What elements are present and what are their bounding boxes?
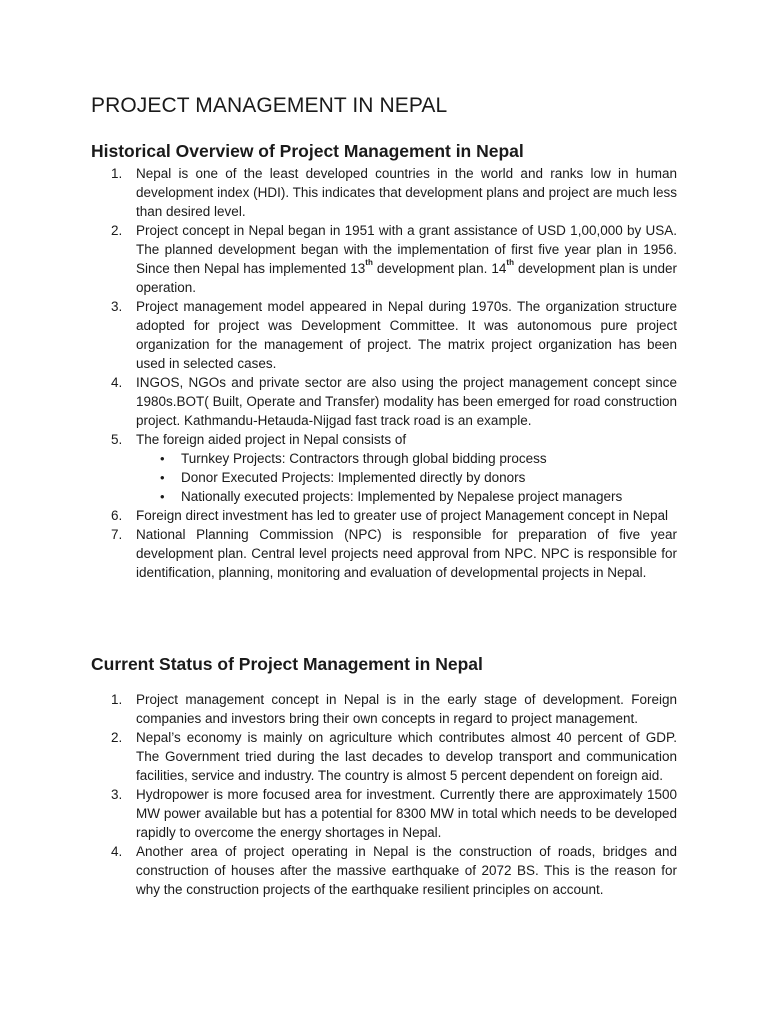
list-number: 1. [111, 166, 123, 181]
list-number: 3. [111, 787, 123, 802]
list-number: 4. [111, 375, 123, 390]
list-item [91, 785, 677, 842]
list-number: 2. [111, 730, 123, 745]
list-item [91, 430, 677, 506]
list-number: 2. [111, 223, 123, 238]
bullet-item [136, 487, 677, 506]
list-number: 1. [111, 692, 123, 707]
document-title: PROJECT MANAGEMENT IN NEPAL [91, 94, 448, 117]
list-item [91, 506, 677, 525]
list-item-text: Project management concept in Nepal is in the early stage of development. Foreign companies and investors bring their own concepts in regard to project management. [136, 692, 677, 726]
bullet-text: Donor Executed Projects: Implemented directly by donors [181, 470, 526, 485]
list-item-text: Nepal’s economy is mainly on agriculture which contributes almost 40 percent of GDP. The Government tried during the last decades to develop transport and communication facilities, service and industry. The country is almost 5 percent dependent on foreign aid. [136, 730, 677, 783]
list-item-text-part: development plan. 14 [372, 261, 507, 276]
bullet-item [136, 468, 677, 487]
list-item-text: The foreign aided project in Nepal consists of [136, 432, 407, 447]
list-item-text: Another area of project operating in Nepal is the construction of roads, bridges and construction of houses after the massive earthquake of 2072 BS. This is the reason for why the construction projects of the earthquake resilient principles on account. [136, 844, 677, 897]
list-item-text: National Planning Commission (NPC) is responsible for preparation of five year development plan. Central level projects need approval from NPC. NPC is responsible for identification, planning, monitoring and evaluation of developmental projects in Nepal. [136, 527, 677, 580]
list-item-text-part: development plan is under operation. [136, 261, 677, 295]
section-heading-historical: Historical Overview of Project Management in Nepal [91, 141, 524, 161]
list-item [91, 842, 677, 899]
superscript: th [365, 258, 373, 267]
list-item [91, 690, 677, 728]
bullet-icon: • [160, 489, 165, 504]
list-item-text: Hydropower is more focused area for investment. Currently there are approximately 1500 MW power available but has a potential for 8300 MW in total which needs to be developed rapidly to overcome the energy shortages in Nepal. [136, 787, 677, 840]
list-number: 7. [111, 527, 123, 542]
list-item-text: Project management model appeared in Nepal during 1970s. The organization structure adopted for project was Development Committee. It was autonomous pure project organization for the management of project. The matrix project organization has been used in selected cases. [136, 299, 677, 371]
current-status-list [91, 690, 677, 899]
bullet-text: Turnkey Projects: Contractors through global bidding process [181, 451, 547, 466]
list-item-text: INGOS, NGOs and private sector are also using the project management concept since 1980s.BOT( Built, Operate and Transfer) modality has been emerged for road construction project. Kathmandu-Hetauda-Nijgad fast track road is an example. [136, 375, 677, 428]
superscript: th [506, 258, 514, 267]
bullet-icon: • [160, 470, 165, 485]
list-item-text: Foreign direct investment has led to greater use of project Management concept in Nepal [136, 508, 669, 523]
list-item [91, 297, 677, 373]
list-item [91, 728, 677, 785]
foreign-aided-project-types [136, 449, 677, 506]
list-item-text: Nepal is one of the least developed countries in the world and ranks low in human development index (HDI). This indicates that development plans and project are much less than desired level. [136, 166, 677, 219]
list-item-text-part: Project concept in Nepal began in 1951 with a grant assistance of USD 1,00,000 by USA. The planned development began with the implementation of first five year plan in 1956. Since then Nepal has implemented 13 [136, 223, 677, 276]
list-number: 3. [111, 299, 123, 314]
bullet-item [136, 449, 677, 468]
list-item [91, 164, 677, 221]
list-item-text [136, 223, 677, 295]
section-heading-current-status: Current Status of Project Management in Nepal [91, 654, 483, 674]
list-item [91, 373, 677, 430]
list-number: 5. [111, 432, 123, 447]
list-number: 6. [111, 508, 123, 523]
historical-overview-list [91, 164, 677, 582]
list-item [91, 221, 677, 297]
list-item [91, 525, 677, 582]
list-number: 4. [111, 844, 123, 859]
bullet-icon: • [160, 451, 165, 466]
bullet-text: Nationally executed projects: Implemented by Nepalese project managers [181, 489, 623, 504]
